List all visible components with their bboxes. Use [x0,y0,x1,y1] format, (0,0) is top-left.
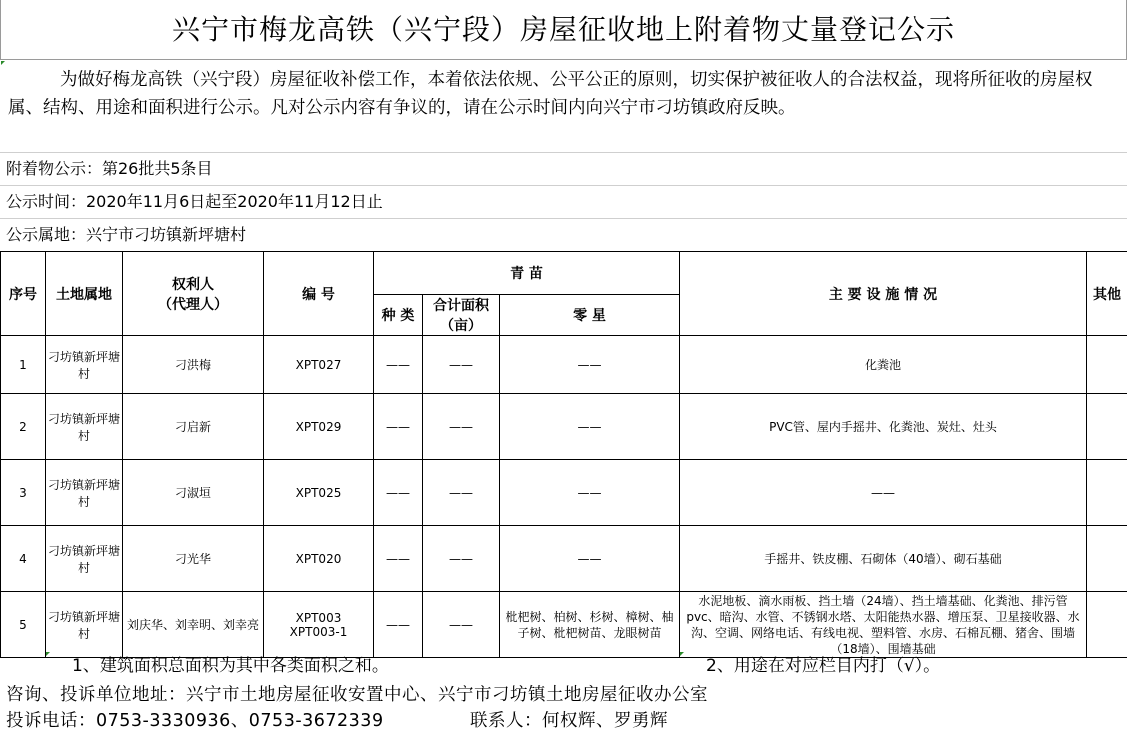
row-facilities: 化粪池 [680,336,1087,394]
note-area: 1、建筑面积总面积为其中各类面积之和。 [72,652,389,680]
row-scattered: —— [500,526,680,592]
header-area [423,295,500,336]
notes-row [0,652,1127,680]
table-row [1,460,1127,526]
row-kind: —— [374,592,423,658]
row-facilities: 水泥地板、滴水雨板、挡土墙（24墙）、挡土墙基础、化粪池、排污管pvc、暗沟、水管、不锈钢水塔、太阳能热水器、增压泵、卫星接收器、水沟、空调、网络电话、有线电视、塑料管、水房、石棉瓦棚、猪舍、围墙（18墙）、围墙基础 [680,592,1087,658]
table-row [1,394,1127,460]
row-code [264,592,374,658]
row-code: XPT025 [264,460,374,526]
row-code: XPT029 [264,394,374,460]
row-seq: 3 [1,460,46,526]
row-area: —— [423,526,500,592]
row-code-secondary: XPT003-1 [266,625,371,639]
row-area: —— [423,394,500,460]
contact-person: 联系人：何权辉、罗勇辉 [470,708,668,734]
row-owner: 刁光华 [123,526,264,592]
header-area-line1: 合计面积 [425,295,497,315]
row-land: 刁坊镇新坪塘村 [46,460,123,526]
row-scattered: —— [500,336,680,394]
row-land: 刁坊镇新坪塘村 [46,592,123,658]
row-other [1087,394,1127,460]
row-facilities: 手摇井、铁皮棚、石砌体（40墙）、砌石基础 [680,526,1087,592]
row-kind: —— [374,394,423,460]
header-row [1,252,1127,295]
page-title: 兴宁市梅龙高铁（兴宁段）房屋征收地上附着物丈量登记公示 [0,0,1127,60]
row-scattered: —— [500,394,680,460]
header-owner [123,252,264,336]
row-land: 刁坊镇新坪塘村 [46,336,123,394]
header-land: 土地属地 [46,252,123,336]
row-other [1087,526,1127,592]
complaint-phone: 投诉电话：0753-3330936、0753-3672339 [6,711,384,731]
row-kind: —— [374,460,423,526]
row-facilities: —— [680,460,1087,526]
row-owner: 刘庆华、刘幸明、刘幸亮 [123,592,264,658]
row-other [1087,336,1127,394]
attachment-table [0,251,1127,658]
row-scattered: —— [500,460,680,526]
location-info: 公示属地：兴宁市刁坊镇新坪塘村 [0,219,1127,252]
row-owner: 刁淑垣 [123,460,264,526]
row-area: —— [423,460,500,526]
header-seedling: 青 苗 [374,252,680,295]
header-code: 编 号 [264,252,374,336]
row-seq: 2 [1,394,46,460]
contact-address: 咨询、投诉单位地址：兴宁市土地房屋征收安置中心、兴宁市刁坊镇土地房屋征收办公室 [0,682,1127,708]
cell-marker [680,652,684,656]
header-seq: 序号 [1,252,46,336]
row-seq: 4 [1,526,46,592]
row-land: 刁坊镇新坪塘村 [46,394,123,460]
header-kind: 种 类 [374,295,423,336]
header-area-line2: （亩） [425,315,497,335]
header-facilities: 主 要 设 施 情 况 [680,252,1087,336]
row-seq: 1 [1,336,46,394]
row-land: 刁坊镇新坪塘村 [46,526,123,592]
row-facilities: PVC管、屋内手摇井、化粪池、炭灶、灶头 [680,394,1087,460]
row-code: XPT020 [264,526,374,592]
row-code-primary: XPT003 [266,611,371,625]
cell-marker [46,652,50,656]
row-owner: 刁洪梅 [123,336,264,394]
row-seq: 5 [1,592,46,658]
row-area: —— [423,336,500,394]
table-row [1,336,1127,394]
batch-info: 附着物公示：第26批共5条目 [0,153,1127,186]
intro-paragraph: 为做好梅龙高铁（兴宁段）房屋征收补偿工作，本着依法依规、公平公正的原则，切实保护被征收人的合法权益，现将所征收的房屋权属、结构、用途和面积进行公示。凡对公示内容有争议的，请在公示时间内向兴宁市刁坊镇政府反映。 [0,60,1127,153]
period-info: 公示时间：2020年11月6日起至2020年11月12日止 [0,186,1127,219]
row-other [1087,460,1127,526]
header-owner-line1: 权利人 [125,274,261,294]
note-usage: 2、用途在对应栏目内打（√）。 [706,652,940,680]
header-scattered: 零 星 [500,295,680,336]
row-owner: 刁启新 [123,394,264,460]
row-kind: —— [374,336,423,394]
table-row [1,526,1127,592]
row-kind: —— [374,526,423,592]
complaint-line [0,708,1127,734]
row-code: XPT027 [264,336,374,394]
row-other [1087,592,1127,658]
header-owner-line2: （代理人） [125,294,261,314]
row-area: —— [423,592,500,658]
row-scattered: 枇杷树、柏树、杉树、樟树、柚子树、枇杷树苗、龙眼树苗 [500,592,680,658]
header-other: 其他 [1087,252,1127,336]
table-row [1,592,1127,658]
